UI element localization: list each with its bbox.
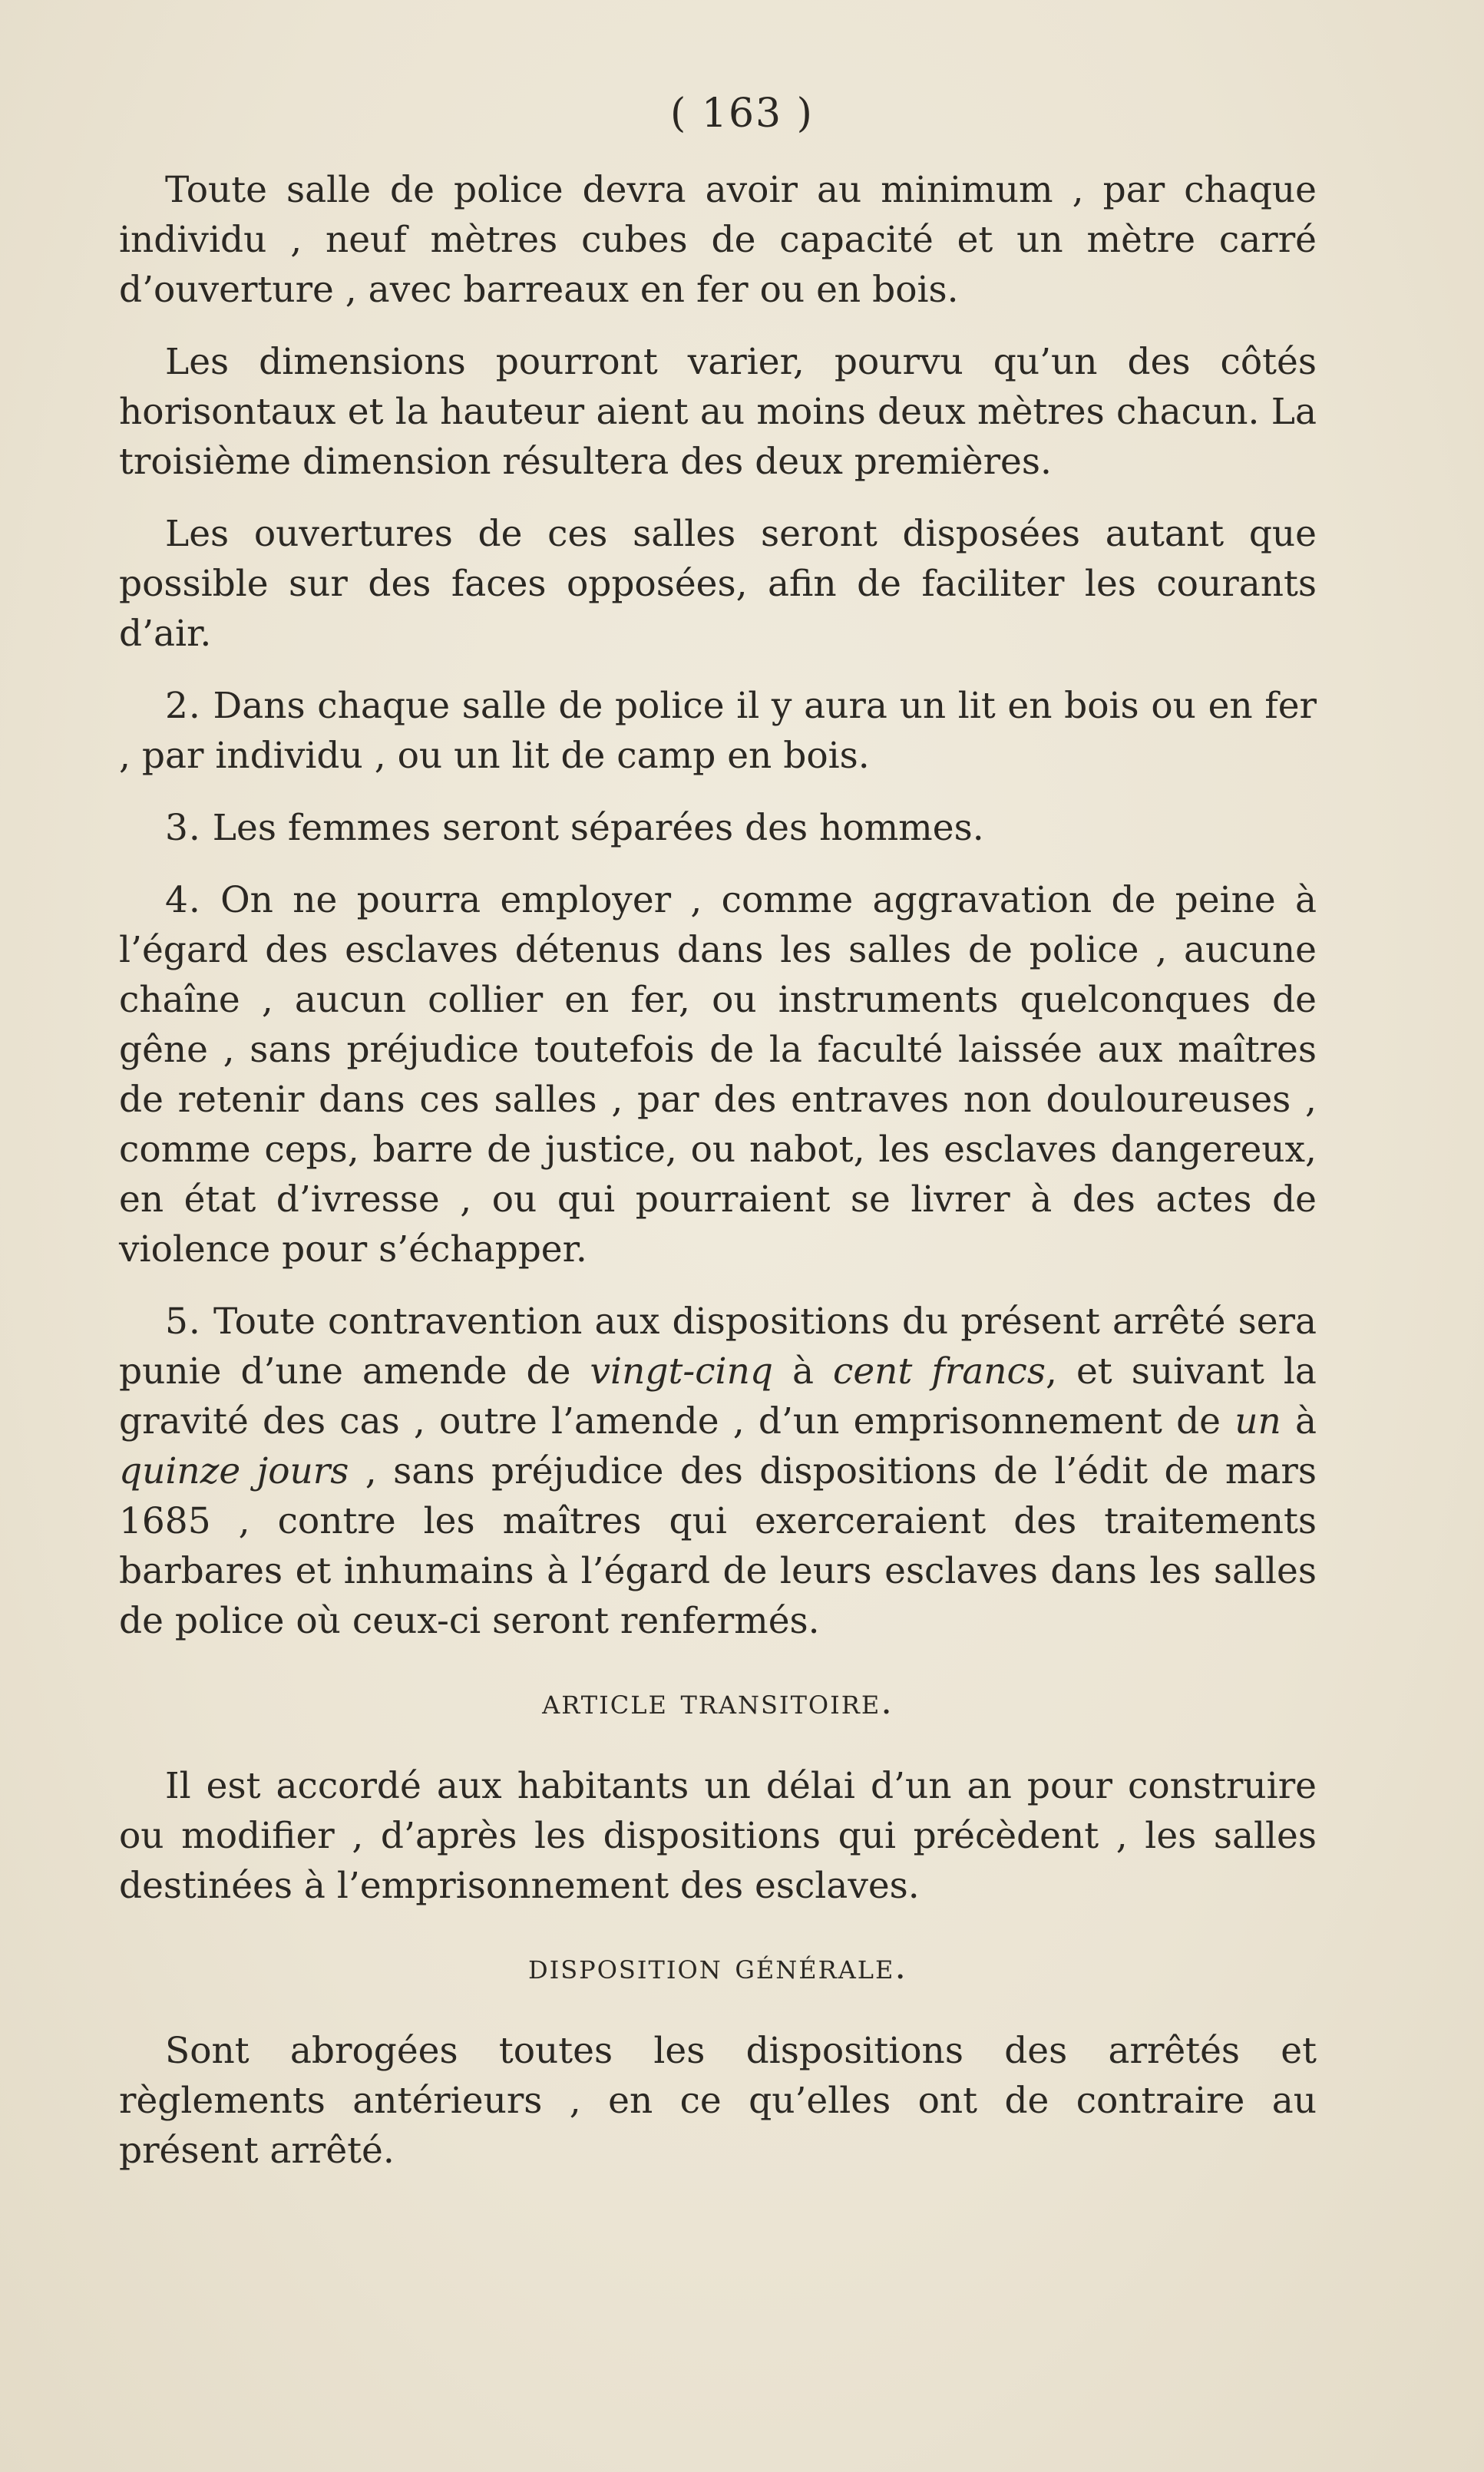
article-5-number: 5. [165,1300,201,1343]
article-5-amount-min: vingt-cinq [590,1350,773,1393]
article-3-text: Les femmes seront séparées des hommes. [212,807,984,849]
article-2-text: Dans chaque salle de police il y aura un lit en bois ou en fer , par individu , ou un lit de camp en bois. [119,685,1317,777]
article-4-number: 4. [165,879,201,921]
article-3-number: 3. [165,807,201,849]
paragraph-disposition-generale: Sont abrogées toutes les dispositions des arrêtés et règlements antérieurs , en ce qu’elles ont de contraire au présent arrêté. [119,2030,1317,2172]
article-4 [119,875,1317,1274]
paragraph-ouvertures: Les ouvertures de ces salles seront disposées autant que possible sur des faces opposées, afin de faciliter les courants d’air. [119,513,1317,655]
paragraph-salle-minimum: Toute salle de police devra avoir au minimum , par chaque individu , neuf mètres cubes de capacité et un mètre carré d’ouverture , avec barreaux en fer ou en bois. [119,169,1317,311]
text-body [119,165,1317,2198]
paragraph-dimensions: Les dimensions pourront varier, pourvu qu’un des côtés horisontaux et la hauteur aient au moins deux mètres chacun. La troisième dimension résultera des deux premières. [119,341,1317,483]
article-5-text-d: à [1294,1400,1317,1443]
article-5-duration-max: quinze jours [119,1450,349,1492]
article-3 [119,803,1317,853]
article-5-text-a: Toute contravention aux dispositions du présent arrêté sera punie d’une amende de [119,1300,1317,1393]
article-2-number: 2. [165,685,201,727]
article-5-text-c: , et suivant la gravité des cas , outre l’amende , d’un emprisonnement de [119,1350,1317,1443]
page-number: ( 163 ) [670,91,814,137]
heading-disposition-generale-text: disposition générale. [527,1945,908,1987]
article-5-amount-max: cent francs [833,1350,1046,1393]
heading-article-transitoire [119,1677,1317,1729]
heading-disposition-generale [119,1942,1317,1994]
article-5-text-e: , sans préjudice des dispositions de l’édit de mars 1685 , contre les maîtres qui exerceraient des traitements barbares et inhumains à l’égard de leurs esclaves dans les salles de police où ceux-ci seront renfermés. [119,1450,1317,1642]
article-5-duration-min: un [1234,1400,1281,1443]
article-5-text-b: à [792,1350,814,1393]
article-4-text: On ne pourra employer , comme aggravation de peine à l’égard des esclaves détenus dans les salles de police , aucune chaîne , aucun collier en fer, ou instruments quelconques de gêne , sans préjudice toutefois de la faculté laissée aux maîtres de retenir dans ces salles , par des entraves non douloureuses , comme ceps, barre de justice, ou nabot, les esclaves dangereux, en état d’ivresse , ou qui pourraient se livrer à des actes de violence pour s’échapper. [119,879,1317,1271]
article-2 [119,681,1317,781]
heading-article-transitoire-text: article transitoire. [542,1680,894,1722]
paragraph-transitoire: Il est accordé aux habitants un délai d’un an pour construire ou modifier , d’après les dispositions qui précèdent , les salles destinées à l’emprisonnement des esclaves. [119,1765,1317,1907]
article-5 [119,1297,1317,1646]
